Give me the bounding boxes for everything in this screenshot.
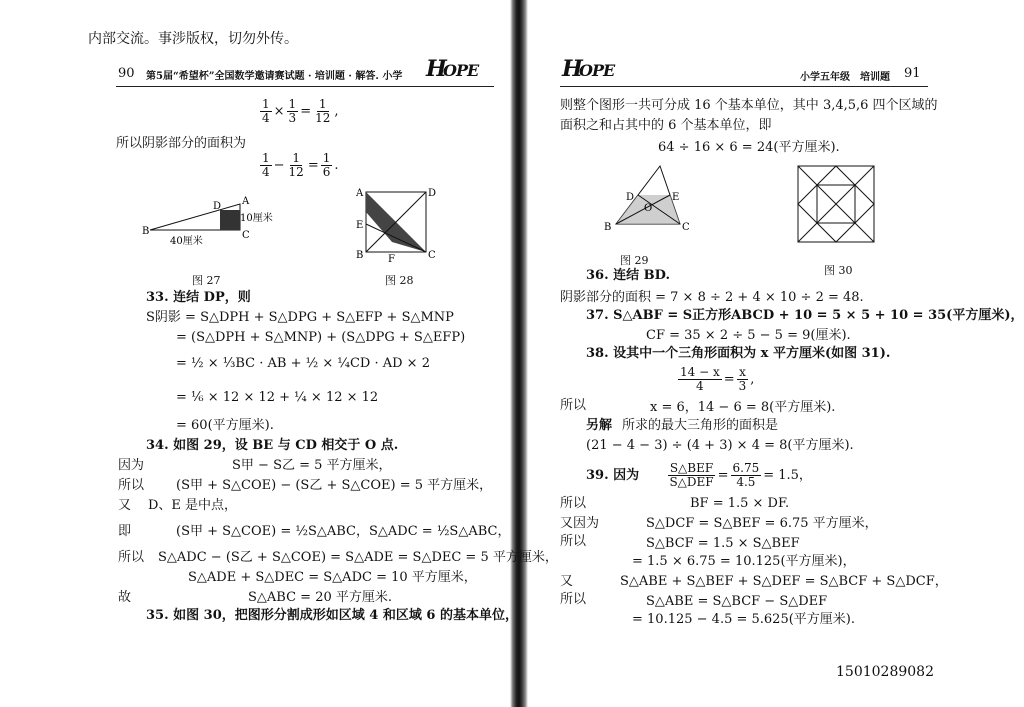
s36-a: 阴影部分的面积 = 7 × 8 ÷ 2 + 4 × 10 ÷ 2 = 48.: [560, 290, 864, 305]
s33-d: = ⅙ × 12 × 12 + ¼ × 12 × 12: [176, 390, 379, 405]
s37-b: CF = 35 × 2 ÷ 5 − 5 = 9(厘米).: [646, 328, 851, 343]
s34-g2: S△ABC = 20 平方厘米.: [248, 590, 392, 605]
s34-d1: 即: [118, 524, 132, 539]
s39-f2: S△ABE + S△BEF + S△DEF = S△BCF + S△DCF，: [620, 574, 948, 589]
s38-eq: $\frac{14 - x}{4}$ = $\frac{x}{3}$ ,: [680, 365, 755, 393]
s34-f: S△ADE + S△DEC = S△ADC = 10 平方厘米，: [188, 570, 477, 585]
svg-text:A: A: [356, 188, 364, 199]
svg-text:B: B: [142, 226, 150, 237]
s38-alt-label: 另解: [586, 418, 613, 433]
s37-a: 37. S△ABF = S正方形ABCD + 10 = 5 × 5 + 10 = 35(平方厘米)，: [586, 308, 1024, 323]
eq2: $\frac{1}{4}$ − $\frac{1}{12}$ = $\frac{1}{6}$ .: [262, 151, 339, 179]
s38-alt: 所求的最大三角形的面积是: [622, 418, 779, 433]
s38-b2: x = 6，14 − 6 = 8(平方厘米).: [650, 400, 836, 415]
s33-a: S阴影 = S△DPH + S△DPG + S△EFP + S△MNP: [146, 310, 454, 325]
s35: 35. 如图 30，把图形分割成形如区域 4 和区域 6 的基本单位，: [146, 608, 518, 623]
s34-d2: (S甲 + S△COE) = ½S△ABC，S△ADC = ½S△ABC，: [176, 524, 511, 539]
s34-b2: (S甲 + S△COE) − (S乙 + S△COE) = 5 平方厘米，: [176, 478, 493, 493]
svg-text:E: E: [356, 220, 364, 231]
svg-text:E: E: [672, 192, 680, 203]
svg-text:B: B: [356, 250, 364, 261]
s34-c1: 又: [118, 498, 132, 513]
s39-b1: 所以: [560, 496, 587, 511]
s34-a2: S甲 − S乙 = 5 平方厘米，: [232, 458, 392, 473]
svg-text:OPE: OPE: [443, 61, 479, 80]
s38-head: 38. 设其中一个三角形面积为 x 平方厘米(如图 31).: [586, 346, 891, 361]
svg-text:D: D: [428, 188, 437, 199]
s34-e2: S△ADC − (S乙 + S△COE) = S△ADE = S△DEC = 5 平方厘米，: [158, 550, 558, 565]
phone-number: 15010289082: [836, 664, 934, 680]
s39-g2: S△ABE = S△BCF − S△DEF: [646, 594, 828, 609]
s34-b1: 所以: [118, 478, 145, 493]
s33-c: = ½ × ⅓BC · AB + ½ × ¼CD · AD × 2: [176, 356, 430, 371]
s39-head: 39. 因为 $\frac{\text{S△BEF}}{\text{S△DEF}}$ = $\frac{6.75}{4.5}$ = 1.5，: [586, 461, 812, 489]
s38-alt2: (21 − 4 − 3) ÷ (4 + 3) × 4 = 8(平方厘米).: [586, 438, 854, 453]
svg-text:D: D: [626, 192, 635, 203]
s39-d2: S△BCF = 1.5 × S△BEF: [646, 536, 800, 551]
figure-28-caption: 图 28: [385, 274, 414, 287]
figure-27-caption: 图 27: [192, 274, 221, 287]
s34-a1: 因为: [118, 458, 145, 473]
s39-f1: 又: [560, 574, 574, 589]
figure-30-caption: 图 30: [824, 264, 853, 277]
svg-text:C: C: [428, 250, 436, 261]
hope-logo: [426, 56, 488, 88]
right-header-title: 小学五年级 培训题: [800, 72, 890, 83]
s39-h: = 10.125 − 4.5 = 5.625(平方厘米).: [632, 612, 855, 627]
svg-text:H: H: [426, 56, 446, 82]
s34-e1: 所以: [118, 550, 145, 565]
r2: 面积之和占其中的 6 个基本单位，即: [560, 118, 772, 133]
s39-d1: 所以: [560, 534, 587, 549]
s38-b1: 所以: [560, 398, 587, 413]
s39-c1: 又因为: [560, 516, 600, 531]
s34-g1: 故: [118, 590, 132, 605]
hope-logo: [562, 56, 624, 88]
svg-text:OPE: OPE: [579, 61, 615, 80]
svg-text:10厘米: 10厘米: [240, 213, 273, 224]
svg-text:40厘米: 40厘米: [170, 236, 203, 247]
figure-29-caption: 图 29: [620, 254, 649, 267]
svg-text:D: D: [213, 201, 222, 212]
s39-g1: 所以: [560, 592, 587, 607]
s33-e: = 60(平方厘米).: [176, 418, 274, 433]
s33-head: 33. 连结 DP，则: [146, 290, 251, 305]
figure-29: [600, 162, 700, 242]
left-page-number: 90: [118, 66, 135, 81]
svg-text:A: A: [242, 196, 250, 207]
s36-head: 36. 连结 BD.: [586, 268, 670, 283]
left-header-rule: [116, 86, 494, 87]
s34-head: 34. 如图 29，设 BE 与 CD 相交于 O 点.: [146, 438, 399, 453]
s39-c2: S△DCF = S△BEF = 6.75 平方厘米，: [646, 516, 878, 531]
s39-e: = 1.5 × 6.75 = 10.125(平方厘米)，: [632, 554, 856, 569]
s34-c2: D、E 是中点，: [148, 498, 238, 513]
left-header-title: 第5届“希望杯”全国数学邀请赛试题 · 培训题 · 解答. 小学: [146, 71, 403, 82]
svg-text:C: C: [242, 230, 250, 241]
figure-27: [140, 190, 273, 250]
s33-b: = (S△DPH + S△MNP) + (S△DPG + S△EFP): [176, 330, 466, 345]
s39-b2: BF = 1.5 × DF.: [690, 496, 790, 511]
svg-text:O: O: [644, 203, 653, 214]
r1: 则整个图形一共可分成 16 个基本单位，其中 3,4,5,6 四个区域的: [560, 98, 938, 113]
svg-text:C: C: [682, 222, 690, 233]
right-header-rule: [560, 86, 928, 87]
svg-text:B: B: [604, 222, 612, 233]
svg-text:F: F: [388, 254, 395, 265]
r3: 64 ÷ 16 × 6 = 24(平方厘米).: [658, 140, 840, 155]
svg-text:H: H: [562, 56, 582, 82]
figure-30: [796, 164, 878, 246]
figure-28: [352, 184, 442, 264]
text-line: 所以阴影部分的面积为: [116, 136, 247, 151]
watermark-text: 内部交流。事涉版权，切勿外传。: [88, 31, 298, 47]
eq1: $\frac{1}{4}$ × $\frac{1}{3}$ = $\frac{1}{12}$ ,: [262, 97, 339, 125]
right-page-number: 91: [904, 66, 921, 81]
book-spine: [510, 0, 528, 707]
